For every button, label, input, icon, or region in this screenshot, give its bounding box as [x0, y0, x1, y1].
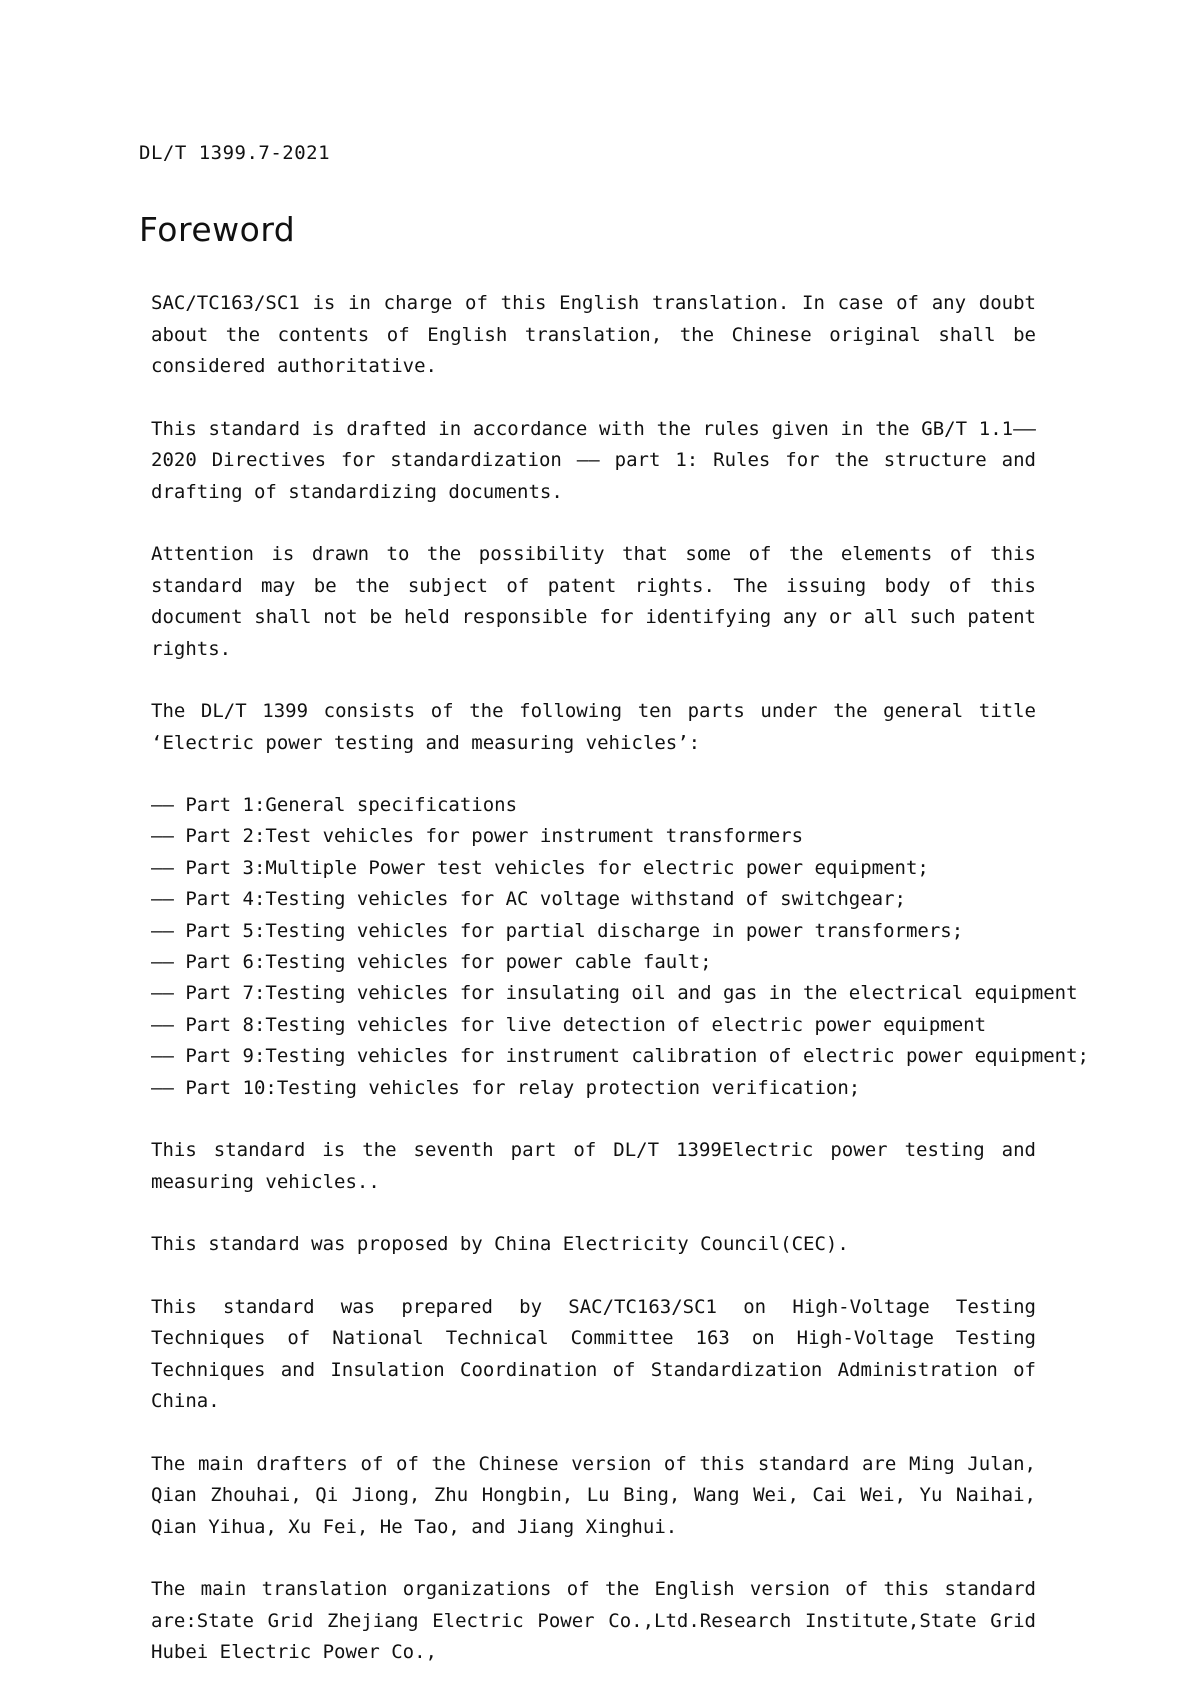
parts-list: [151, 790, 1089, 1104]
list-item: —— Part 9:Testing vehicles for instrument calibration of electric power equipment;: [151, 1045, 1089, 1068]
patent-notice-paragraph: Attention is drawn to the possibility that some of the elements of this standard may be the subject of patent rights. The issuing body of this document shall not be held responsible for identifying any or all such patent rights.: [151, 543, 1036, 660]
document-number: DL/T 1399.7-2021: [139, 142, 331, 164]
drafters-paragraph: The main drafters of of the Chinese version of this standard are Ming Julan, Qian Zhouhai, Qi Jiong, Zhu Hongbin, Lu Bing, Wang Wei, Cai Wei, Yu Naihai, Qian Yihua, Xu Fei, He Tao, and Jiang Xinghui.: [151, 1452, 1036, 1538]
list-item: —— Part 3:Multiple Power test vehicles for electric power equipment;: [151, 856, 929, 879]
list-item: —— Part 7:Testing vehicles for insulating oil and gas in the electrical equipment: [151, 982, 1078, 1005]
list-item: —— Part 5:Testing vehicles for partial discharge in power transformers;: [151, 919, 964, 942]
foreword-body: [151, 288, 1089, 1700]
seventh-part-paragraph: This standard is the seventh part of DL/T 1399Electric power testing and measuring vehicles..: [151, 1139, 1036, 1193]
parts-intro-paragraph: The DL/T 1399 consists of the following ten parts under the general title ‘Electric power testing and measuring vehicles’:: [151, 700, 1036, 754]
list-item: —— Part 4:Testing vehicles for AC voltage withstand of switchgear;: [151, 888, 906, 911]
drafting-rules-paragraph: This standard is drafted in accordance with the rules given in the GB/T 1.1——2020 Directives for standardization —— part 1: Rules for the structure and drafting of standardizing documents.: [151, 417, 1036, 503]
list-item: —— Part 1:General specifications: [151, 794, 518, 816]
list-item: —— Part 10:Testing vehicles for relay protection verification;: [151, 1076, 861, 1099]
page-title: Foreword: [139, 210, 296, 249]
list-item: —— Part 2:Test vehicles for power instrument transformers: [151, 825, 804, 848]
translation-organizations-paragraph: The main translation organizations of the English version of this standard are:State Grid Zhejiang Electric Power Co.,Ltd.Research Institute,State Grid Hubei Electric Power Co.,: [151, 1578, 1036, 1664]
list-item: —— Part 6:Testing vehicles for power cable fault;: [151, 951, 712, 974]
proposer-paragraph: This standard was proposed by China Electricity Council(CEC).: [151, 1233, 849, 1256]
preparer-paragraph: This standard was prepared by SAC/TC163/SC1 on High-Voltage Testing Techniques of National Technical Committee 163 on High-Voltage Testing Techniques and Insulation Coordination of Standardization Administration of China.: [151, 1295, 1036, 1413]
list-item: —— Part 8:Testing vehicles for live detection of electric power equipment: [151, 1013, 987, 1036]
translation-note-paragraph: SAC/TC163/SC1 is in charge of this English translation. In case of any doubt about the contents of English translation, the Chinese original shall be considered authoritative.: [151, 292, 1036, 377]
